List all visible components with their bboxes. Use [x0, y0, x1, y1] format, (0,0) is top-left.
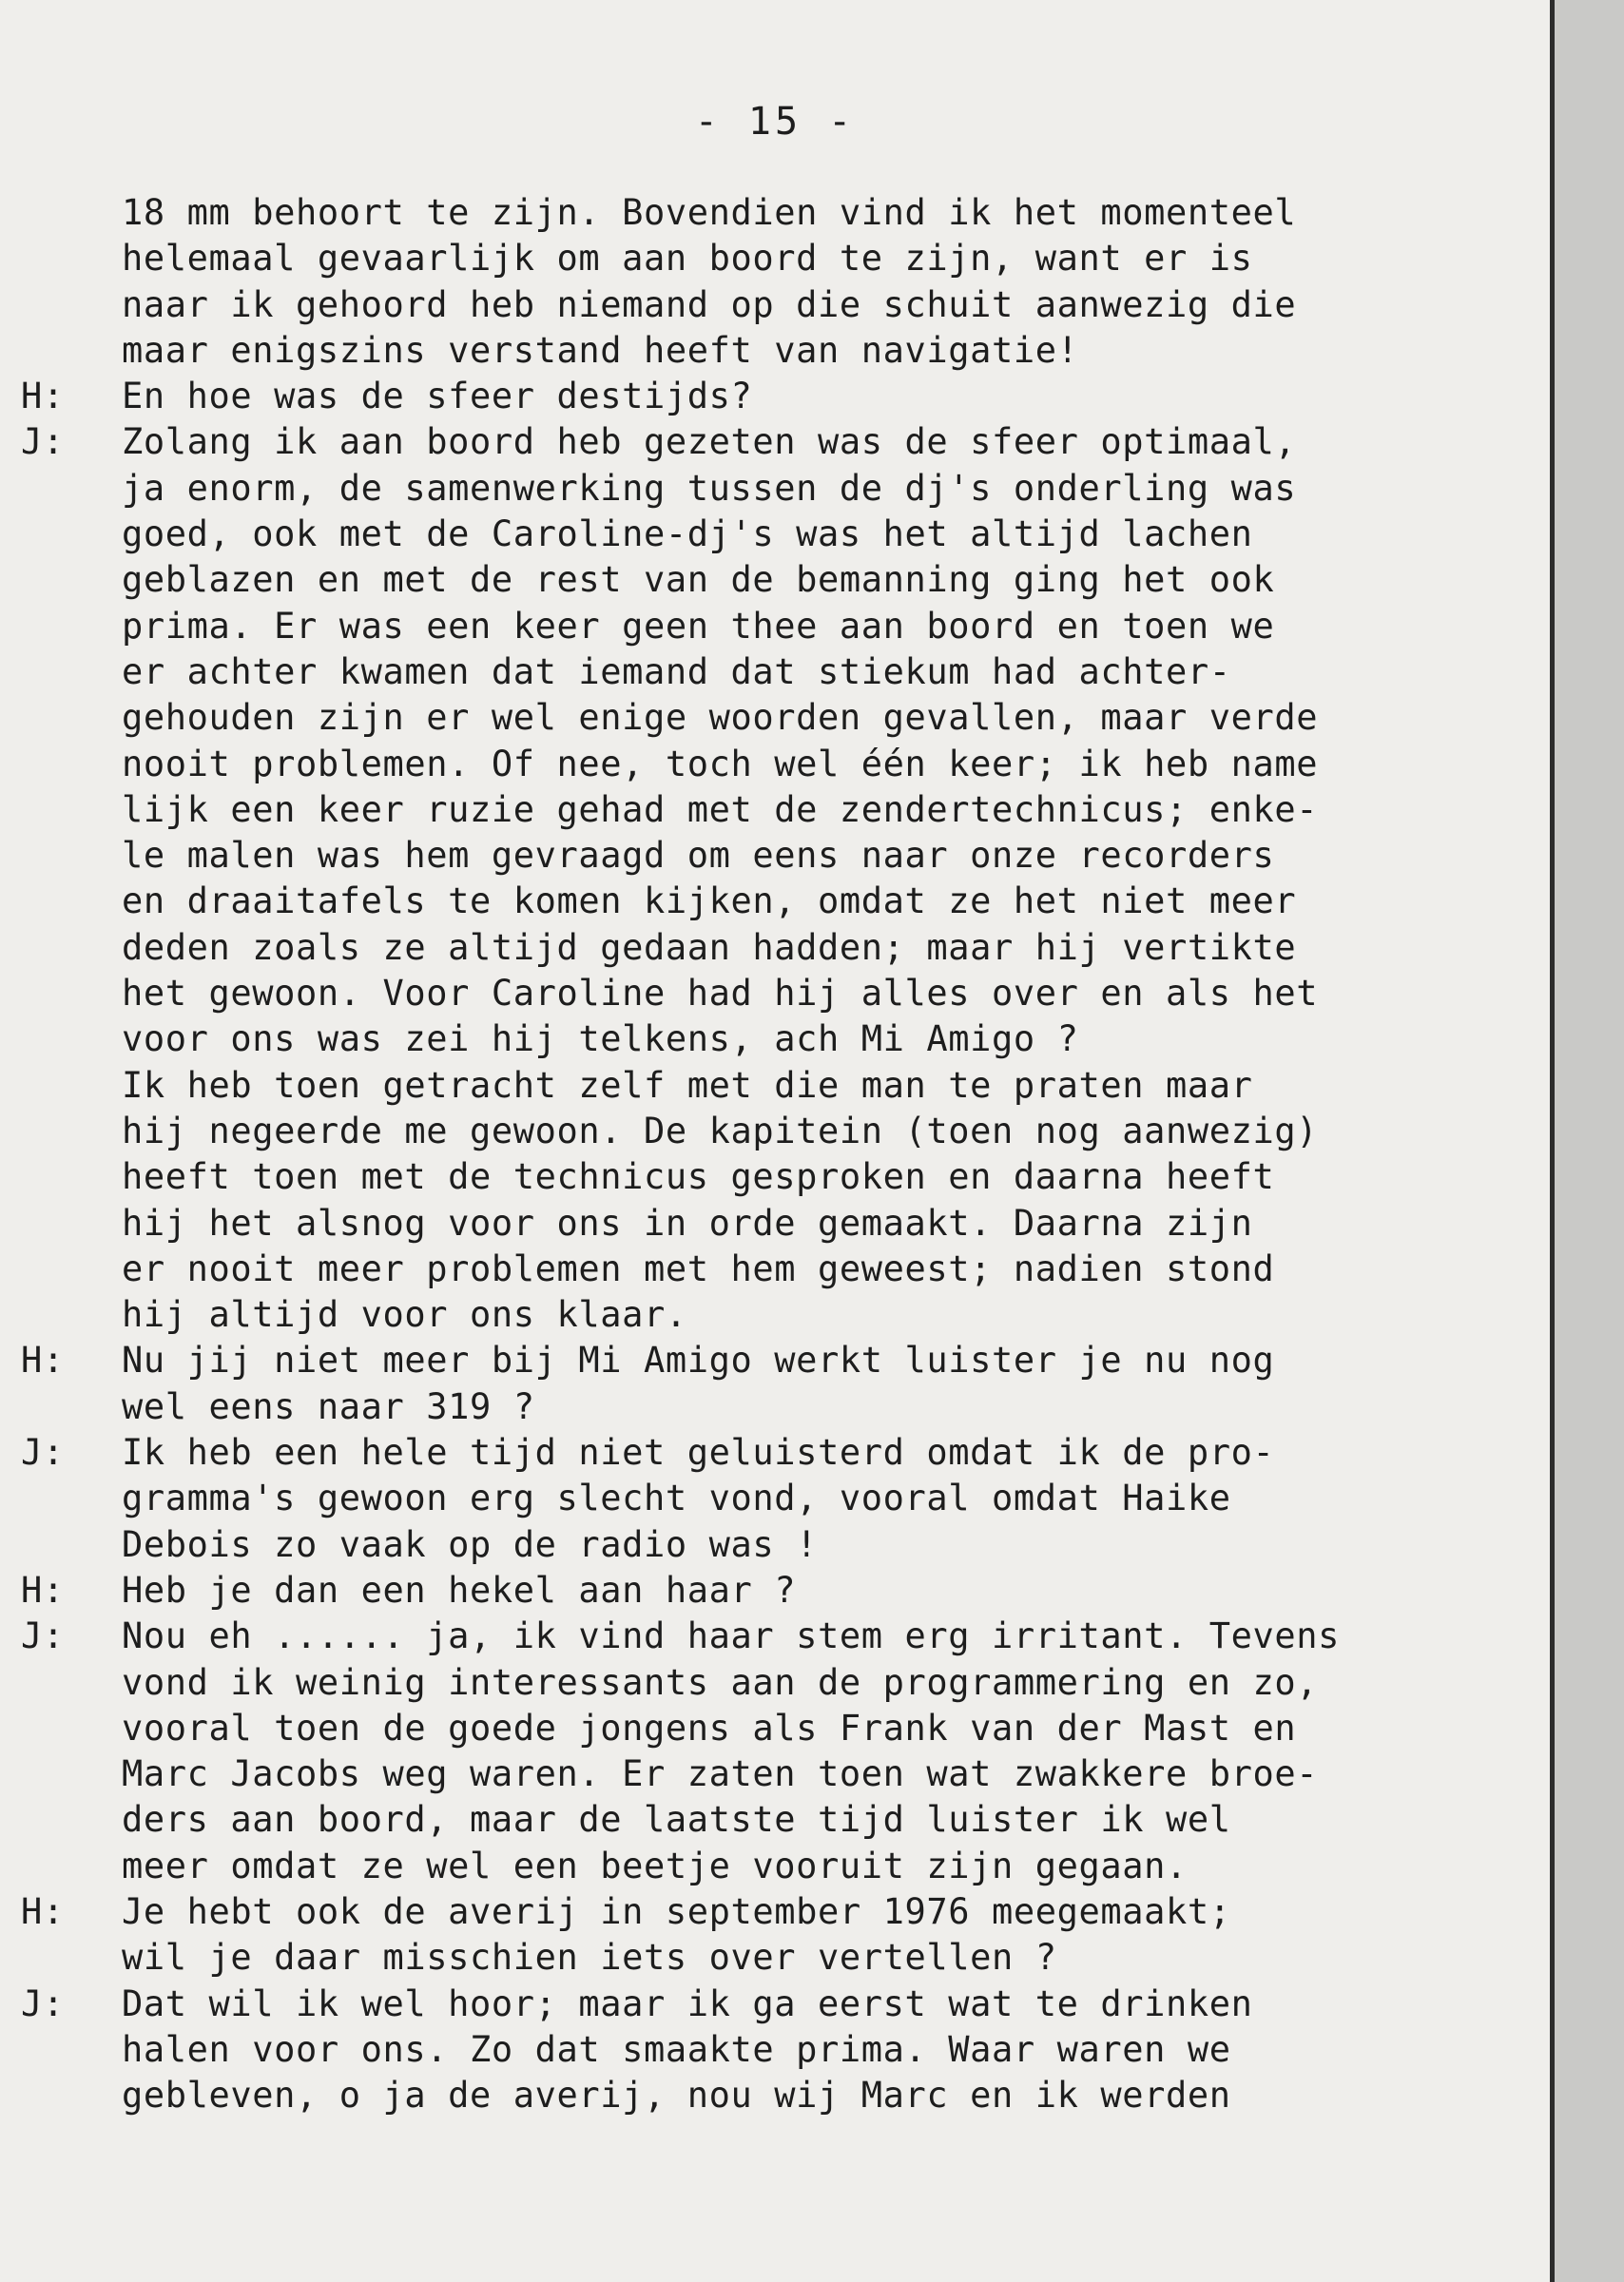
text-line — [21, 374, 1542, 419]
line-text: wel eens naar 319 ? — [122, 1385, 535, 1427]
text-line — [21, 1889, 1542, 1935]
speaker-label: J: — [21, 1615, 65, 1657]
text-line — [21, 282, 1542, 328]
line-text: Ik heb toen getracht zelf met die man te praten maar — [122, 1064, 1253, 1106]
text-line — [21, 1016, 1542, 1062]
line-text: er achter kwamen dat iemand dat stiekum had achter- — [122, 650, 1231, 692]
text-line — [21, 833, 1542, 879]
text-line — [21, 1063, 1542, 1109]
line-text: het gewoon. Voor Caroline had hij alles over en als het — [122, 973, 1319, 1015]
line-text: halen voor ons. Zo dat smaakte prima. Waar waren we — [122, 2028, 1231, 2070]
text-line — [21, 1844, 1542, 1889]
page-edge — [1550, 0, 1624, 2282]
speaker-label: H: — [21, 376, 65, 417]
line-text: en draaitafels te komen kijken, omdat ze het niet meer — [122, 880, 1297, 922]
line-text: Je hebt ook de averij in september 1976 meegemaakt; — [122, 1890, 1231, 1932]
text-line — [21, 1982, 1542, 2027]
line-text: Dat wil ik wel hoor; maar ik ga eerst wat te drinken — [122, 1982, 1253, 2024]
speaker-label: H: — [21, 1340, 65, 1382]
text-line — [21, 742, 1542, 787]
line-text: gebleven, o ja de averij, nou wij Marc en ik werden — [122, 2075, 1231, 2117]
text-line — [21, 1935, 1542, 1981]
text-line — [21, 2073, 1542, 2118]
text-line — [21, 512, 1542, 557]
text-line — [21, 1430, 1542, 1476]
interview-text — [21, 190, 1542, 2118]
line-text: Heb je dan een hekel aan haar ? — [122, 1569, 797, 1611]
line-text: goed, ook met de Caroline-dj's was het altijd lachen — [122, 513, 1253, 555]
line-text: gramma's gewoon erg slecht vond, vooral omdat Haike — [122, 1478, 1231, 1519]
line-text: er nooit meer problemen met hem geweest; nadien stond — [122, 1247, 1275, 1289]
line-text: heeft toen met de technicus gesproken en daarna heeft — [122, 1156, 1275, 1198]
line-text: 18 mm behoort te zijn. Bovendien vind ik het momenteel — [122, 192, 1297, 233]
text-line — [21, 1751, 1542, 1797]
text-line — [21, 695, 1542, 741]
line-text: Zolang ik aan boord heb gezeten was de sfeer optimaal, — [122, 421, 1297, 463]
text-line — [21, 190, 1542, 236]
text-line — [21, 419, 1542, 465]
line-text: lijk een keer ruzie gehad met de zendertechnicus; enke- — [122, 788, 1319, 830]
text-line — [21, 604, 1542, 649]
line-text: ders aan boord, maar de laatste tijd luister ik wel — [122, 1799, 1231, 1841]
text-line — [21, 2027, 1542, 2073]
line-text: wil je daar misschien iets over vertellen ? — [122, 1937, 1057, 1979]
text-line — [21, 1706, 1542, 1751]
line-text: Nu jij niet meer bij Mi Amigo werkt luister je nu nog — [122, 1340, 1275, 1382]
text-line — [21, 1797, 1542, 1843]
text-line — [21, 1154, 1542, 1200]
line-text: prima. Er was een keer geen thee aan boord en toen we — [122, 605, 1275, 647]
page-number: - 15 - — [694, 100, 856, 144]
line-text: naar ik gehoord heb niemand op die schuit aanwezig die — [122, 283, 1297, 325]
line-text: En hoe was de sfeer destijds? — [122, 376, 753, 417]
line-text: hij negeerde me gewoon. De kapitein (toen nog aanwezig) — [122, 1110, 1319, 1151]
line-text: gehouden zijn er wel enige woorden gevallen, maar verde — [122, 697, 1319, 739]
line-text: deden zoals ze altijd gedaan hadden; maar hij vertikte — [122, 926, 1297, 968]
line-text: vooral toen de goede jongens als Frank van der Mast en — [122, 1707, 1297, 1749]
speaker-label: J: — [21, 421, 65, 463]
text-line — [21, 787, 1542, 833]
line-text: geblazen en met de rest van de bemanning ging het ook — [122, 559, 1275, 601]
text-line — [21, 557, 1542, 603]
text-line — [21, 925, 1542, 971]
text-line — [21, 1109, 1542, 1154]
text-line — [21, 1660, 1542, 1706]
line-text: hij het alsnog voor ons in orde gemaakt. Daarna zijn — [122, 1202, 1253, 1244]
text-line — [21, 971, 1542, 1016]
text-line — [21, 1201, 1542, 1247]
speaker-label: J: — [21, 1432, 65, 1474]
text-line — [21, 1614, 1542, 1659]
text-line — [21, 1476, 1542, 1521]
line-text: meer omdat ze wel een beetje vooruit zijn gegaan. — [122, 1845, 1188, 1886]
line-text: voor ons was zei hij telkens, ach Mi Amigo ? — [122, 1018, 1079, 1060]
line-text: helemaal gevaarlijk om aan boord te zijn, want er is — [122, 238, 1253, 280]
speaker-label: H: — [21, 1890, 65, 1932]
text-line — [21, 1292, 1542, 1338]
speaker-label: J: — [21, 1982, 65, 2024]
line-text: vond ik weinig interessants aan de programmering en zo, — [122, 1661, 1319, 1703]
text-line — [21, 328, 1542, 374]
line-text: le malen was hem gevraagd om eens naar onze recorders — [122, 835, 1275, 877]
text-line — [21, 1247, 1542, 1292]
text-line — [21, 1338, 1542, 1383]
speaker-label: H: — [21, 1569, 65, 1611]
line-text: Nou eh ...... ja, ik vind haar stem erg irritant. Tevens — [122, 1615, 1341, 1657]
line-text: maar enigszins verstand heeft van navigatie! — [122, 329, 1079, 371]
line-text: Marc Jacobs weg waren. Er zaten toen wat zwakkere broe- — [122, 1753, 1319, 1795]
text-line — [21, 466, 1542, 512]
line-text: nooit problemen. Of nee, toch wel één keer; ik heb name — [122, 743, 1319, 784]
line-text: hij altijd voor ons klaar. — [122, 1294, 687, 1336]
text-line — [21, 1522, 1542, 1568]
line-text: Debois zo vaak op de radio was ! — [122, 1523, 819, 1565]
text-line — [21, 1568, 1542, 1614]
text-line — [21, 649, 1542, 695]
line-text: ja enorm, de samenwerking tussen de dj's onderling was — [122, 467, 1297, 509]
text-line — [21, 879, 1542, 924]
text-line — [21, 1384, 1542, 1430]
text-line — [21, 236, 1542, 281]
line-text: Ik heb een hele tijd niet geluisterd omdat ik de pro- — [122, 1432, 1275, 1474]
